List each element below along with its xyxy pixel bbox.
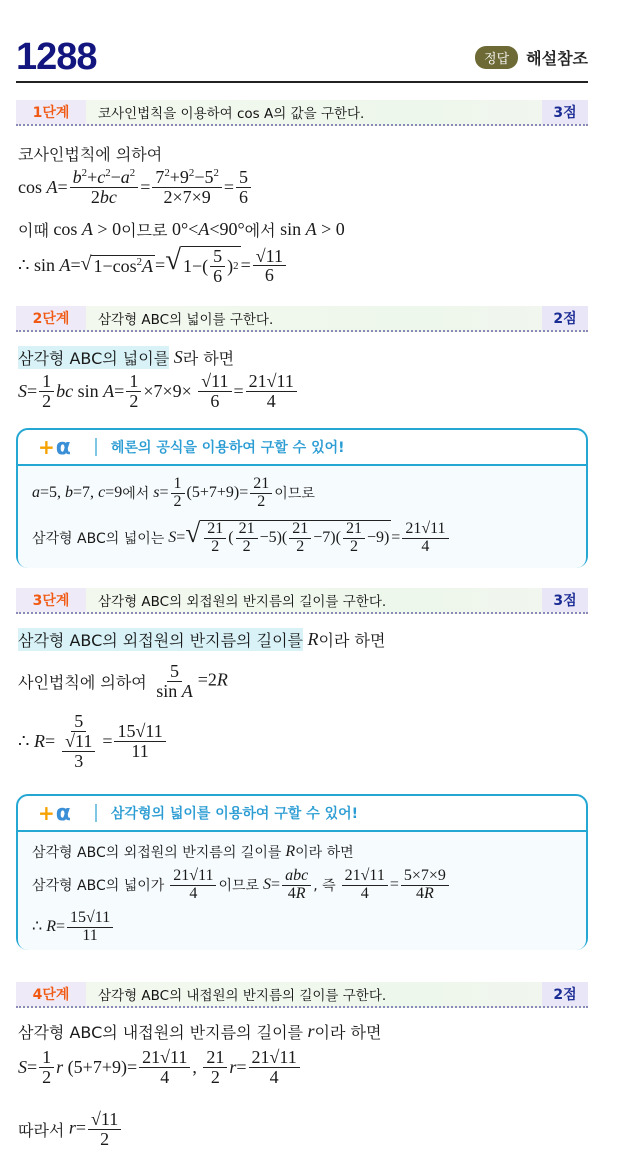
- text: 이라 하면: [318, 631, 386, 650]
- tip-box-heron: [16, 428, 588, 568]
- step-3-line-2: 사인법칙에 의하여 $\frac{5}{\text{sin A}}$ =2R: [18, 661, 228, 701]
- separator: [95, 804, 97, 822]
- step-points: 3점: [542, 588, 588, 612]
- tip-line-3: ∴ R= $\frac{15√11}{11}$: [32, 910, 115, 945]
- highlighted-text: 삼각형 ABC의 넓이를: [18, 346, 169, 369]
- step-points: 2점: [542, 982, 588, 1006]
- text: 코사인법칙에 의하여: [18, 145, 163, 164]
- step-label: 1단계: [16, 100, 86, 124]
- text: 이때: [18, 221, 49, 240]
- step-1-line-2: cos A = $\frac{b^2+c^2-a^2}{2bc}$ = $\frac{7^2+9^2-5^2}{2\times 7\times 9}$ = $\frac{5}{6}$: [18, 168, 253, 207]
- alpha-icon: α: [55, 800, 71, 826]
- step-3-line-3: ∴ R = $\frac{5}{\frac{√11}{3}}$ = $\frac{15√11}{11}$: [18, 712, 168, 771]
- answer-badge: 정답: [475, 46, 518, 69]
- text: 이라 하면: [295, 845, 354, 861]
- tip-title: 삼각형의 넓이를 이용하여 구할 수 있어!: [110, 806, 359, 822]
- tip-line-1: 삼각형 ABC의 외접원의 반지름의 길이를 R 이라 하면: [32, 843, 354, 861]
- tip-title: 헤론의 공식을 이용하여 구할 수 있어!: [110, 440, 345, 456]
- text: 삼각형 ABC의 내접원의 반지름의 길이를: [18, 1023, 303, 1042]
- header-divider: [16, 81, 588, 83]
- step-description: 삼각형 ABC의 외접원의 반지름의 길이를 구한다.: [98, 594, 387, 610]
- step-label: 3단계: [16, 588, 86, 612]
- text: 삼각형 ABC의 넓이는: [32, 530, 165, 547]
- step-1-line-1: [18, 142, 162, 165]
- step-4-bar: [16, 982, 588, 1008]
- text: 삼각형 ABC의 넓이가: [32, 878, 165, 895]
- tip-body: [18, 464, 586, 568]
- tip-line-2: 삼각형 ABC의 넓이가 $\frac{21√11}{4}$ 이므로 S= $\frac{\text{abc}}{4R}$ , 즉 $\frac{21√11}{4}$ = $\frac{5\times 7\times 9}{4R}$: [32, 868, 451, 903]
- step-label: 4단계: [16, 982, 86, 1006]
- text: 에서: [122, 486, 150, 503]
- tip-header: [18, 430, 586, 464]
- step-1-line-4: ∴ sin A = √ $1-\cos^2A$ = √ 1−( $\frac{5}{6}$ ) 2 = $\frac{√11}{6}$: [18, 246, 288, 286]
- separator: [95, 438, 97, 456]
- therefore-symbol: ∴: [32, 917, 43, 935]
- text: 이므로: [218, 878, 260, 895]
- step-4-line-3: 따라서 r= $\frac{√11}{2}$: [18, 1110, 123, 1149]
- text: 라 하면: [182, 349, 235, 368]
- tip-line-1: a=5, b=7, c=9 에서 s= $\frac{1}{2}$ (5+7+9)= $\frac{21}{2}$ 이므로: [32, 475, 315, 510]
- therefore-symbol: ∴: [18, 255, 30, 276]
- tip-body: [18, 830, 586, 950]
- step-2-line-2: S = $\frac{1}{2}$ bc sin A = $\frac{1}{2}$ ×7×9× $\frac{√11}{6}$ = $\frac{21√11}{4}$: [18, 372, 299, 411]
- highlighted-text: 삼각형 ABC의 외접원의 반지름의 길이를: [18, 628, 303, 651]
- step-description: 삼각형 ABC의 내접원의 반지름의 길이를 구한다.: [98, 988, 387, 1004]
- text: , 즉: [313, 878, 336, 895]
- answer-text: 해설참조: [526, 49, 588, 68]
- step-4-line-1: 삼각형 ABC의 내접원의 반지름의 길이를 r 이라 하면: [18, 1021, 382, 1042]
- step-label: 2단계: [16, 306, 86, 330]
- tip-header: [18, 796, 586, 830]
- step-points: 2점: [542, 306, 588, 330]
- step-2-line-1: 삼각형 ABC의 넓이를 S 라 하면: [18, 347, 235, 368]
- tip-box-area: [16, 794, 588, 950]
- problem-number: 1288: [16, 36, 97, 78]
- therefore-symbol: ∴: [18, 730, 30, 751]
- text: 이므로: [274, 486, 315, 503]
- step-3-bar: [16, 588, 588, 614]
- step-2-bar: [16, 306, 588, 332]
- text: 삼각형 ABC의 외접원의 반지름의 길이를: [32, 845, 282, 861]
- step-1-line-3: 이때 cos A > 0 이므로 0°<A<90° 에서 sin A > 0: [18, 219, 345, 240]
- text: 사인법칙에 의하여: [18, 672, 147, 692]
- step-4-line-2: S = $\frac{1}{2}$ r (5+7+9)= $\frac{21√11}{4}$ , $\frac{21}{2}$ r = $\frac{21√11}{4}$: [18, 1048, 302, 1087]
- plus-alpha-icon: +: [38, 801, 55, 825]
- text: 이므로: [121, 221, 168, 240]
- text: 이라 하면: [314, 1023, 382, 1042]
- answer-info: [475, 46, 588, 69]
- text: 따라서: [18, 1120, 65, 1140]
- alpha-icon: α: [55, 434, 71, 460]
- step-description: 삼각형 ABC의 넓이를 구한다.: [98, 312, 274, 328]
- step-1-bar: [16, 100, 588, 126]
- step-description: 코사인법칙을 이용하여 cos A의 값을 구한다.: [98, 106, 365, 122]
- plus-alpha-icon: +: [38, 435, 55, 459]
- tip-line-2: 삼각형 ABC의 넓이는 S= √ $\frac{21}{2}$ ( $\frac{21}{2}$ −5)( $\frac{21}{2}$ −7)( $\frac{21}{2}$ −9) = $\frac{21√11}{4}$: [32, 520, 451, 556]
- step-3-line-1: 삼각형 ABC의 외접원의 반지름의 길이를 R 이라 하면: [18, 629, 386, 650]
- text: 에서: [244, 221, 276, 240]
- step-points: 3점: [542, 100, 588, 124]
